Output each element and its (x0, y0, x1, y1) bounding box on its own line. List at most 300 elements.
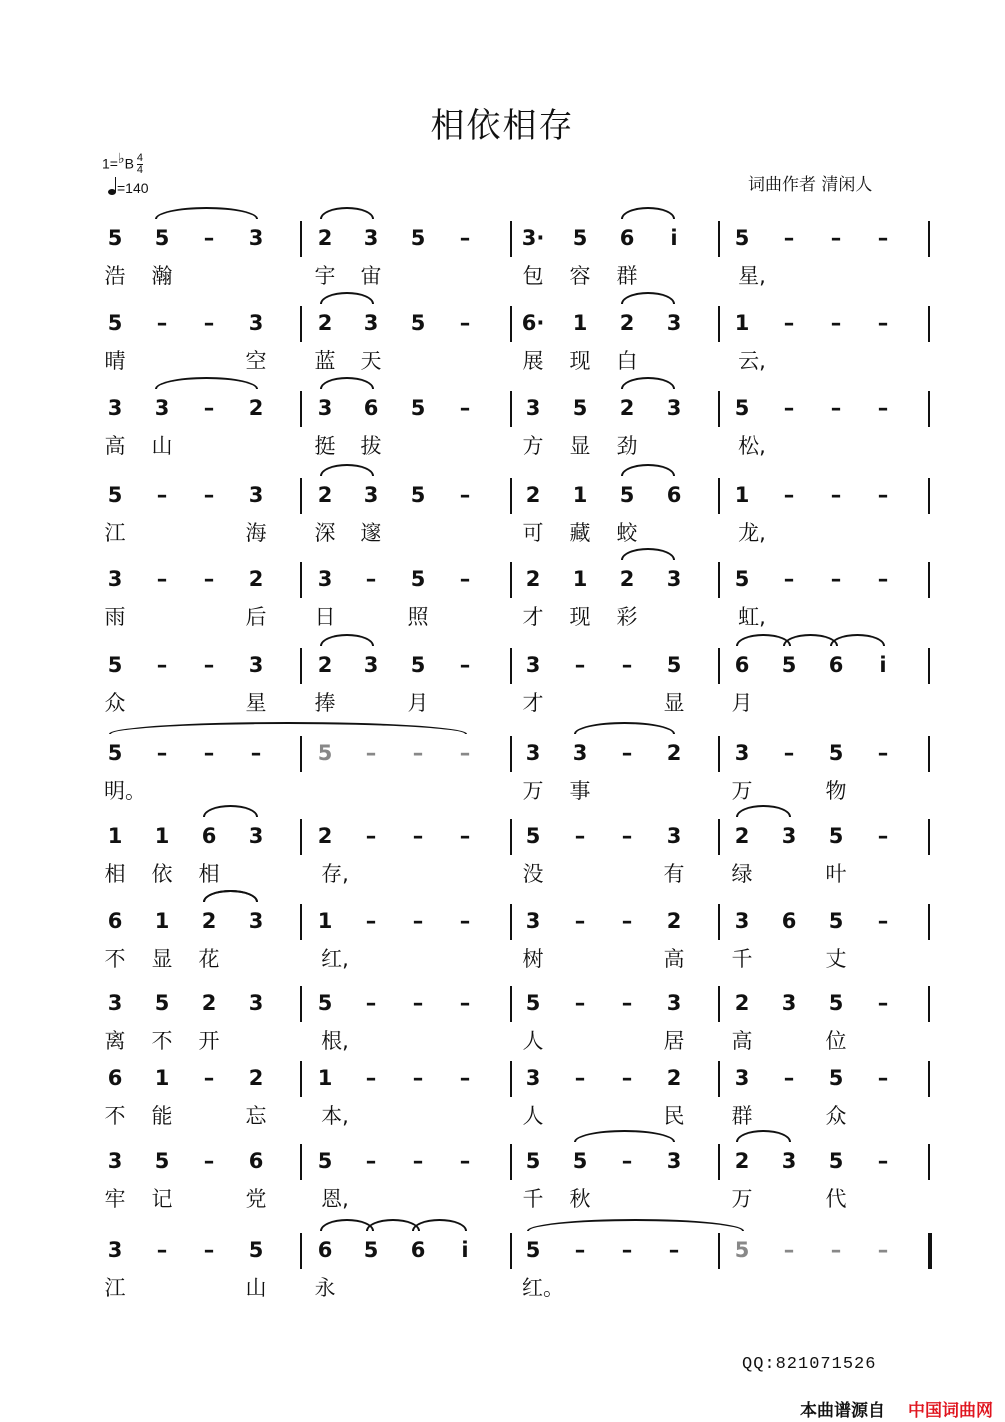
lyric: 天 (360, 349, 382, 373)
lyric: 云, (738, 349, 766, 373)
slur (621, 377, 675, 389)
lyric: 众 (104, 691, 126, 715)
slur (155, 207, 258, 219)
slur (574, 722, 675, 734)
note: 1 (734, 311, 750, 335)
lyric: 居 (663, 1029, 685, 1053)
lyric: 事 (569, 779, 591, 803)
note: – (365, 824, 377, 848)
score-line (0, 468, 1005, 548)
bar-line (928, 306, 930, 342)
note: 3 (525, 396, 541, 420)
note: 5 (572, 1149, 588, 1173)
lyric: 显 (151, 947, 173, 971)
note: 3 (248, 824, 264, 848)
note: – (877, 741, 889, 765)
score-line (0, 211, 1005, 291)
lyric: 民 (663, 1104, 685, 1128)
note: – (412, 824, 424, 848)
lyric: 记 (151, 1187, 173, 1211)
slur (736, 805, 791, 817)
note: 5 (107, 741, 123, 765)
lyric: 劲 (616, 434, 638, 458)
note: – (877, 483, 889, 507)
note: – (621, 1149, 633, 1173)
bar-line (928, 1061, 930, 1097)
lyric: 龙, (738, 521, 766, 545)
note: 3 (248, 653, 264, 677)
note: 3 (525, 741, 541, 765)
lyric: 千 (522, 1187, 544, 1211)
note: 5 (107, 311, 123, 335)
bar-line (300, 306, 302, 342)
note: 2 (734, 824, 750, 848)
note: 3 (666, 396, 682, 420)
note: – (621, 909, 633, 933)
note: – (156, 1238, 168, 1262)
note: 3 (363, 226, 379, 250)
lyric: 能 (151, 1104, 173, 1128)
note: – (412, 1149, 424, 1173)
note: 1 (107, 824, 123, 848)
note: 6 (410, 1238, 426, 1262)
lyric: 永 (314, 1276, 336, 1300)
note: 5 (666, 653, 682, 677)
bar-line (928, 1144, 930, 1180)
bar-line (718, 648, 720, 684)
slur (736, 1130, 791, 1142)
note: 6 (666, 483, 682, 507)
lyric: 代 (825, 1187, 847, 1211)
slur (320, 292, 374, 304)
note: – (877, 1238, 889, 1262)
slur (155, 377, 258, 389)
note: 5 (734, 1238, 750, 1262)
note: – (877, 909, 889, 933)
slur (320, 634, 374, 646)
note: 3 (248, 483, 264, 507)
note: 5 (107, 483, 123, 507)
note: – (203, 396, 215, 420)
note: 3· (521, 226, 545, 250)
note: – (621, 1238, 633, 1262)
lyric: 雨 (104, 605, 126, 629)
bar-line (510, 391, 512, 427)
note: 2 (619, 396, 635, 420)
note: 3 (734, 741, 750, 765)
lyric: 宇 (314, 264, 336, 288)
slur (527, 1219, 744, 1231)
bar-line (510, 736, 512, 772)
note: 3 (734, 909, 750, 933)
lyric: 千 (731, 947, 753, 971)
note: 5 (154, 226, 170, 250)
note: – (459, 741, 471, 765)
note: 5 (154, 991, 170, 1015)
note: – (783, 741, 795, 765)
bar-line (510, 648, 512, 684)
bar-line (510, 986, 512, 1022)
lyric: 花 (198, 947, 220, 971)
note: 3 (317, 396, 333, 420)
note: – (574, 1238, 586, 1262)
note: 3 (781, 1149, 797, 1173)
note: – (830, 483, 842, 507)
lyric: 叶 (825, 862, 847, 886)
slur (203, 890, 258, 902)
note: 3 (248, 909, 264, 933)
note: 2 (619, 311, 635, 335)
lyric: 浩 (104, 264, 126, 288)
score-line (0, 381, 1005, 461)
note: – (459, 311, 471, 335)
bar-line (510, 904, 512, 940)
lyric: 存, (321, 862, 349, 886)
note: 6 (734, 653, 750, 677)
note: 5 (248, 1238, 264, 1262)
lyric: 高 (731, 1029, 753, 1053)
note: 3 (248, 991, 264, 1015)
note: – (203, 567, 215, 591)
note: 3 (107, 1238, 123, 1262)
note: – (412, 1066, 424, 1090)
note: 3 (317, 567, 333, 591)
slur (109, 722, 467, 734)
note: 3 (363, 653, 379, 677)
bar-line (300, 562, 302, 598)
slur (320, 377, 374, 389)
bar-line (510, 562, 512, 598)
bar-line (300, 904, 302, 940)
note: 2 (201, 909, 217, 933)
lyric: 才 (522, 691, 544, 715)
note: 5 (525, 991, 541, 1015)
key-note: B (124, 155, 134, 172)
note: – (877, 396, 889, 420)
qq-contact: QQ:821071526 (742, 1355, 877, 1374)
note: 2 (248, 396, 264, 420)
lyric: 江 (104, 1276, 126, 1300)
note: 3 (248, 311, 264, 335)
note: – (156, 483, 168, 507)
note: – (574, 1066, 586, 1090)
bar-line (928, 904, 930, 940)
bar-line (300, 1061, 302, 1097)
lyric: 不 (104, 1104, 126, 1128)
note: – (877, 311, 889, 335)
note: – (459, 396, 471, 420)
lyric: 江 (104, 521, 126, 545)
lyric: 照 (407, 605, 429, 629)
bar-line (300, 391, 302, 427)
note: – (830, 311, 842, 335)
lyric: 本, (321, 1104, 349, 1128)
note: 5 (734, 396, 750, 420)
note: 6· (521, 311, 545, 335)
note: 3 (734, 1066, 750, 1090)
score-line (0, 1051, 1005, 1131)
bar-line (300, 221, 302, 257)
lyric: 高 (104, 434, 126, 458)
note: 3 (154, 396, 170, 420)
key-prefix: 1= (102, 155, 118, 172)
lyric: 现 (569, 605, 591, 629)
lyric: 虹, (738, 605, 766, 629)
lyric: 群 (731, 1104, 753, 1128)
note: 2 (317, 824, 333, 848)
lyric: 众 (825, 1104, 847, 1128)
lyric: 高 (663, 947, 685, 971)
note: – (459, 824, 471, 848)
note: – (156, 311, 168, 335)
source-site: 中国词曲网 (908, 1401, 993, 1421)
bar-line (300, 1233, 302, 1269)
lyric: 白 (616, 349, 638, 373)
lyric: 星 (245, 691, 267, 715)
lyric: 山 (245, 1276, 267, 1300)
note: 2 (201, 991, 217, 1015)
bar-line (718, 986, 720, 1022)
lyric: 不 (104, 947, 126, 971)
note: – (877, 1066, 889, 1090)
lyric: 晴 (104, 349, 126, 373)
note: – (830, 226, 842, 250)
note: 1 (154, 1066, 170, 1090)
note: 5 (363, 1238, 379, 1262)
bar-line (300, 478, 302, 514)
slur (621, 207, 675, 219)
note: 3 (363, 483, 379, 507)
song-title: 相依相存 (430, 106, 575, 146)
bar-line (928, 819, 930, 855)
note: – (156, 653, 168, 677)
lyric: 丈 (825, 947, 847, 971)
note: 5 (317, 1149, 333, 1173)
note: 5 (734, 226, 750, 250)
lyric: 显 (663, 691, 685, 715)
key-signature (102, 150, 143, 176)
lyric: 容 (569, 264, 591, 288)
note: 5 (572, 226, 588, 250)
lyric: 蓝 (314, 349, 336, 373)
note: 1 (572, 567, 588, 591)
note: – (621, 824, 633, 848)
lyric: 包 (522, 264, 544, 288)
note: – (365, 567, 377, 591)
note: 2 (666, 741, 682, 765)
bar-line (928, 1233, 932, 1269)
note: – (365, 991, 377, 1015)
note: 2 (525, 483, 541, 507)
note: 6 (828, 653, 844, 677)
lyric: 红。 (522, 1276, 564, 1300)
note: – (621, 991, 633, 1015)
lyric: 蛟 (616, 521, 638, 545)
bar-line (718, 736, 720, 772)
note: 3 (107, 396, 123, 420)
quarter-note-icon (108, 189, 116, 195)
lyric: 彩 (616, 605, 638, 629)
lyric: 万 (522, 779, 544, 803)
note: – (412, 991, 424, 1015)
note: 6 (107, 909, 123, 933)
lyric: 牢 (104, 1187, 126, 1211)
note: 5 (828, 1066, 844, 1090)
lyric: 群 (616, 264, 638, 288)
note: 6 (107, 1066, 123, 1090)
note: 1 (317, 1066, 333, 1090)
bar-line (300, 1144, 302, 1180)
bar-line (510, 306, 512, 342)
lyric: 方 (522, 434, 544, 458)
bar-line (510, 819, 512, 855)
note: 5 (107, 226, 123, 250)
note: – (574, 991, 586, 1015)
bar-line (718, 1144, 720, 1180)
lyric: 开 (198, 1029, 220, 1053)
score-line (0, 296, 1005, 376)
lyric: 位 (825, 1029, 847, 1053)
note: 6 (781, 909, 797, 933)
note: 3 (363, 311, 379, 335)
note: 2 (525, 567, 541, 591)
bar-line (510, 1144, 512, 1180)
note: – (621, 741, 633, 765)
slur (830, 634, 885, 646)
note: 2 (317, 311, 333, 335)
note: 3 (781, 991, 797, 1015)
score-line (0, 1134, 1005, 1214)
note: – (783, 1238, 795, 1262)
note: 3 (666, 311, 682, 335)
note: 3 (107, 991, 123, 1015)
note: 3 (525, 1066, 541, 1090)
note: – (459, 483, 471, 507)
slur (621, 292, 675, 304)
note: 6 (619, 226, 635, 250)
bar-line (928, 391, 930, 427)
note: – (459, 653, 471, 677)
note: 2 (734, 991, 750, 1015)
note: – (459, 567, 471, 591)
bar-line (300, 986, 302, 1022)
lyric: 有 (663, 862, 685, 886)
bar-line (510, 1061, 512, 1097)
note: 2 (317, 653, 333, 677)
tempo-mark (108, 180, 149, 196)
note: 3 (666, 567, 682, 591)
note: – (574, 909, 586, 933)
bar-line (718, 391, 720, 427)
note: – (459, 1149, 471, 1173)
bar-line (718, 478, 720, 514)
lyric: 人 (522, 1104, 544, 1128)
note: – (203, 741, 215, 765)
lyric: 依 (151, 862, 173, 886)
note: 3 (666, 824, 682, 848)
bar-line (510, 1233, 512, 1269)
note: 2 (734, 1149, 750, 1173)
note: – (783, 483, 795, 507)
lyric: 物 (825, 779, 847, 803)
lyric: 忘 (245, 1104, 267, 1128)
note: – (830, 1238, 842, 1262)
note: 5 (525, 1238, 541, 1262)
score-line (0, 976, 1005, 1056)
note: – (877, 567, 889, 591)
note: 6 (201, 824, 217, 848)
lyric: 秋 (569, 1187, 591, 1211)
bar-line (718, 904, 720, 940)
lyric: 人 (522, 1029, 544, 1053)
lyric: 显 (569, 434, 591, 458)
note: – (156, 741, 168, 765)
lyric: 离 (104, 1029, 126, 1053)
score-line (0, 894, 1005, 974)
bar-line (928, 562, 930, 598)
bar-line (510, 221, 512, 257)
note: – (830, 567, 842, 591)
note: – (203, 226, 215, 250)
note: – (621, 1066, 633, 1090)
lyric: 日 (314, 605, 336, 629)
note: 1 (572, 311, 588, 335)
note: 5 (410, 567, 426, 591)
score-line (0, 552, 1005, 632)
note: – (574, 653, 586, 677)
bar-line (928, 986, 930, 1022)
tempo-value: =140 (117, 180, 149, 196)
note: 5 (781, 653, 797, 677)
note: 6 (363, 396, 379, 420)
lyric: 藏 (569, 521, 591, 545)
note: – (877, 991, 889, 1015)
note: 5 (828, 909, 844, 933)
score-line (0, 638, 1005, 718)
lyric: 挺 (314, 434, 336, 458)
note: 3 (107, 1149, 123, 1173)
note: – (156, 567, 168, 591)
lyric: 才 (522, 605, 544, 629)
bar-line (300, 736, 302, 772)
note: 5 (525, 824, 541, 848)
lyric: 深 (314, 521, 336, 545)
lyric: 月 (731, 691, 753, 715)
note: – (412, 909, 424, 933)
note: 5 (410, 226, 426, 250)
note: – (783, 567, 795, 591)
note: – (412, 741, 424, 765)
note: 1 (154, 909, 170, 933)
lyric: 瀚 (151, 264, 173, 288)
note: 5 (317, 741, 333, 765)
note: 1 (154, 824, 170, 848)
note: 3 (572, 741, 588, 765)
lyric: 山 (151, 434, 173, 458)
bar-line (718, 1233, 720, 1269)
lyric: 现 (569, 349, 591, 373)
note: – (203, 1238, 215, 1262)
lyric: 红, (321, 947, 349, 971)
note: i (670, 226, 678, 250)
note: 5 (410, 483, 426, 507)
lyric: 绿 (731, 862, 753, 886)
lyric: 根, (321, 1029, 349, 1053)
lyric: 相 (198, 862, 220, 886)
note: 2 (619, 567, 635, 591)
note: – (877, 1149, 889, 1173)
bar-line (928, 478, 930, 514)
